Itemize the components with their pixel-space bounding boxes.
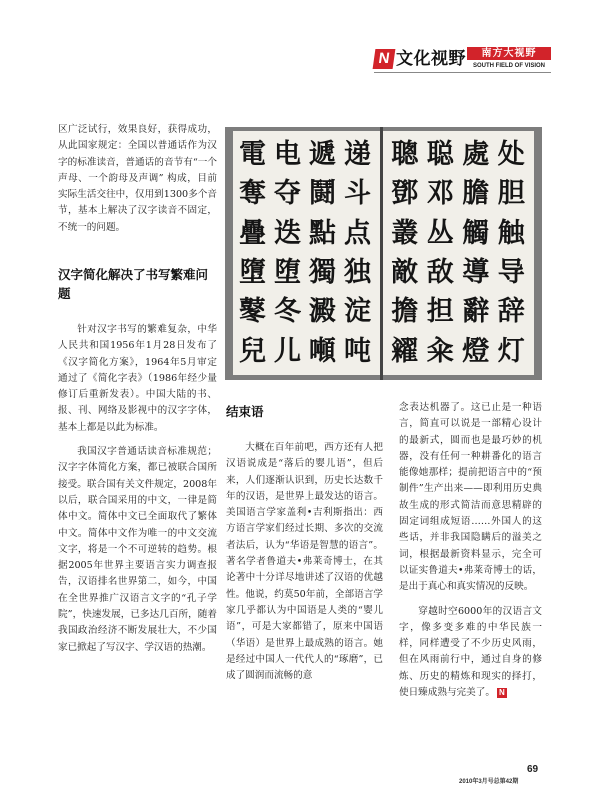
left-page-calligraphy-character: 斗 <box>344 178 371 210</box>
right-page-calligraphy-character: 鄧 <box>391 178 419 210</box>
final-paragraph-text: 穿越时空6000年的汉语言文字，像多变多难的中华民族一样，同样遭受了不少历史风雨，但在风雨前行中，通过自身的修炼、历史的精炼和现实的择打，使日臻成熟与完美了。 <box>399 605 542 699</box>
right-page-calligraphy-character: 叢 <box>391 217 419 249</box>
left-page-calligraphy-character: 鬪 <box>309 178 336 210</box>
left-page-calligraphy-character: 淀 <box>344 296 371 328</box>
right-page-calligraphy-character: 觸 <box>462 217 490 249</box>
left-page-calligraphy-character: 墮 <box>239 257 266 289</box>
right-page-calligraphy-character: 聪 <box>426 139 454 171</box>
right-page-calligraphy-character: 辭 <box>462 296 490 328</box>
right-page-calligraphy-character: 糴 <box>391 335 419 367</box>
left-page-calligraphy-character: 遞 <box>309 139 336 171</box>
book-spine <box>380 127 383 380</box>
column-2-body <box>226 440 383 684</box>
right-page-calligraphy-character: 胆 <box>497 178 525 210</box>
right-page-calligraphy-character: 敵 <box>391 257 419 289</box>
right-page-calligraphy-character: 聰 <box>391 139 419 171</box>
intro-paragraph: 区广泛试行，效果良好，获得成功，从此国家规定：全国以普通话作为汉字的标准读音，普通话的音节有“一个声母、一个韵母及声调” 构成，目前实际生活交往中，仅用到1300多个音节，基本上解决了汉字读音不固定，不统一的问题。 <box>58 124 217 233</box>
left-page-calligraphy-character: 冬 <box>274 296 301 328</box>
section-heading-simplification: 汉字简化解决了书写繁难问题 <box>58 267 209 301</box>
calligraphy-book-photo <box>225 127 542 380</box>
section-heading-conclusion: 结束语 <box>226 404 264 419</box>
left-page-calligraphy-character: 递 <box>344 139 371 171</box>
right-page-calligraphy-character: 處 <box>462 139 490 171</box>
left-page-calligraphy-character: 堕 <box>274 257 301 289</box>
right-page-calligraphy-character: 擔 <box>391 296 419 328</box>
right-page-calligraphy-character: 触 <box>497 217 525 249</box>
left-page-calligraphy-character: 奪 <box>239 178 266 210</box>
left-page-calligraphy-character: 噸 <box>309 335 336 367</box>
right-page-calligraphy-character: 担 <box>426 296 454 328</box>
paragraph: 针对汉字书写的繁难复杂，中华人民共和国1956年1月28日发布了《汉字简化方案》，1964年5月审定通过了《简化字表》（1986年经少量修订后重新发表）。中国大陆的书、报、刊、网络及影视中的汉字字体，基本上都是以此为标准。 <box>58 324 217 433</box>
left-page-calligraphy-character: 独 <box>344 257 371 289</box>
paragraph: 大概在百年前吧，西方还有人把汉语说成是“落后的婴儿语”，但后来，人们逐渐认识到，历史长达数千年的汉语，是世界上最发达的语言。美国语言学家盖利•吉利斯指出：西方语言学家们经过长期、多次的交流者法后，认为“华语是智慧的语言”。著名学者鲁道夫•弗莱奇博士，在其论著中十分详尽地讲述了汉语的优越性。他说，约莫50年前，全部语言学家几乎都认为中国语是人类的“婴儿语”，可是大家都错了，原来中国语（华语）是世界上最成熟的语言。她是经过中国人一代代人的“琢磨”，已成了圆润而流畅的意 <box>226 442 383 682</box>
right-page-calligraphy-character: 灯 <box>497 335 525 367</box>
brand-english: SOUTH FIELD OF VISION <box>472 63 545 69</box>
left-page-calligraphy-character: 电 <box>274 139 301 171</box>
left-page-characters <box>235 135 375 371</box>
left-page-calligraphy-character: 電 <box>239 139 266 171</box>
header-divider <box>374 72 551 73</box>
left-page-calligraphy-character: 疊 <box>239 217 266 249</box>
left-page-calligraphy-character: 兒 <box>239 335 266 367</box>
right-page-calligraphy-character: 导 <box>497 257 525 289</box>
left-page-calligraphy-character: 点 <box>344 217 371 249</box>
right-page-calligraphy-character: 導 <box>462 257 490 289</box>
paragraph-final <box>399 604 542 702</box>
left-page-calligraphy-character: 儿 <box>274 335 301 367</box>
left-page-calligraphy-character: 迭 <box>274 217 301 249</box>
right-page-calligraphy-character: 邓 <box>426 178 454 210</box>
left-page-calligraphy-character: 獨 <box>309 257 336 289</box>
column-1-intro <box>58 122 217 236</box>
end-mark-icon: N <box>497 688 507 698</box>
right-page-calligraphy-character: 燈 <box>462 335 490 367</box>
left-page-calligraphy-character: 澱 <box>309 296 336 328</box>
paragraph: 我国汉字普通话读音标准规范；汉字字体简化方案，都已被联合国所接受。联合国有关文件规定，2008年以后，联合国采用的中文，一律是简体中文。简体中文已全面取代了繁体中文。简体中文作为唯一的中文交流文字，将是一个不可逆转的趋势。根据2005年世界主要语言实力调查报告，汉语排名世界第二，如今，中国在全世界推广汉语言文字的“孔子学院”，快速发展，已多达几百所，随着我国政治经济不断发展壮大，不少国家已掀起了写汉字、学汉语的热潮。 <box>58 446 217 653</box>
right-page-calligraphy-character: 辞 <box>497 296 525 328</box>
right-page-calligraphy-character: 膽 <box>462 178 490 210</box>
column-3-body <box>399 400 542 701</box>
right-page-calligraphy-character: 敌 <box>426 257 454 289</box>
right-page-calligraphy-character: 处 <box>497 139 525 171</box>
right-page-characters <box>387 135 529 371</box>
left-page-calligraphy-character: 吨 <box>344 335 371 367</box>
left-page-calligraphy-character: 夺 <box>274 178 301 210</box>
left-page-calligraphy-character: 點 <box>309 217 336 249</box>
issue-info: 2010年3月号总第42期 <box>459 779 519 785</box>
left-page-calligraphy-character: 鼕 <box>239 296 266 328</box>
magazine-logo-icon: N <box>373 49 396 69</box>
section-title: 文化视野 <box>396 49 466 69</box>
page-number: 69 <box>527 764 539 775</box>
right-page-calligraphy-character: 籴 <box>426 335 454 367</box>
right-page-calligraphy-character: 丛 <box>426 217 454 249</box>
brand-badge: 南方大视野 <box>467 47 551 60</box>
column-1-body <box>58 322 217 656</box>
paragraph: 念表达机器了。这已止是一种语言，简直可以说是一部精心设计的最新式，圆而也是最巧妙的机器，没有任何一种耕番化的语言能像她那样；提前把语言中的“预制件”生产出来——即利用历史典故生成的形式简洁而意思精辟的固定词组成短语……外国人的这些话，并非我国隐瞒后的溢美之词，根据最新资料显示，完全可以证实鲁道夫•弗莱奇博士的话，是出于真心和真实情况的反映。 <box>399 402 542 593</box>
